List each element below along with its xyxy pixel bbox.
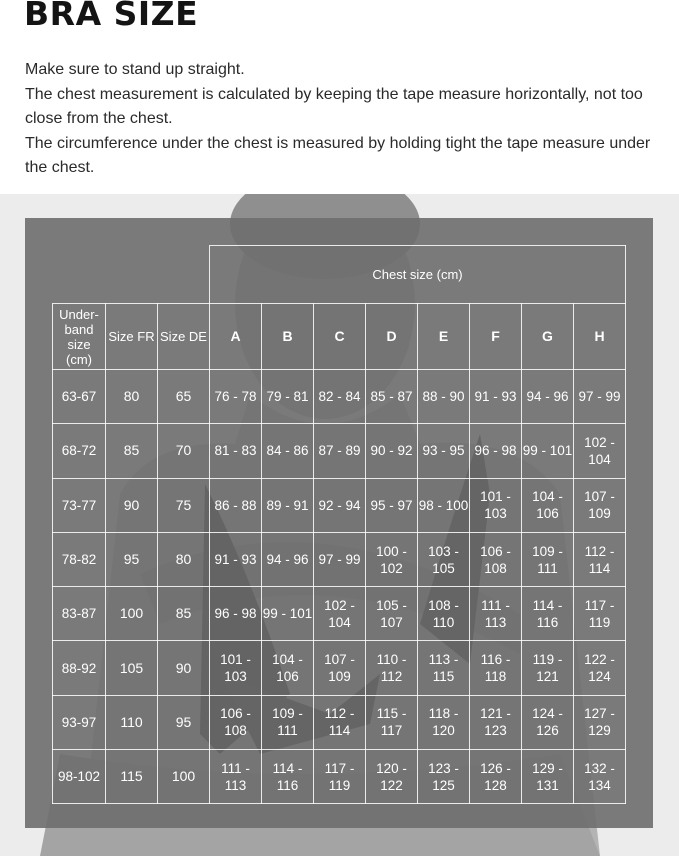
size-fr-header: Size FR — [106, 304, 158, 370]
chest-range-cell: 91 - 93 — [470, 370, 522, 424]
chest-range-cell: 121 - 123 — [470, 695, 522, 749]
chest-size-header: Chest size (cm) — [210, 246, 626, 304]
chest-range-cell: 103 - 105 — [418, 532, 470, 586]
chest-range-cell: 104 - 106 — [522, 478, 574, 532]
chest-range-cell: 113 - 115 — [418, 641, 470, 695]
chest-range-cell: 89 - 91 — [262, 478, 314, 532]
chest-range-cell: 104 - 106 — [262, 641, 314, 695]
chest-range-cell: 116 - 118 — [470, 641, 522, 695]
size-de-cell: 95 — [158, 695, 210, 749]
size-fr-cell: 105 — [106, 641, 158, 695]
chest-range-cell: 119 - 121 — [522, 641, 574, 695]
chest-range-cell: 81 - 83 — [210, 424, 262, 478]
size-table — [52, 245, 626, 804]
chest-range-cell: 105 - 107 — [366, 587, 418, 641]
chest-range-cell: 85 - 87 — [366, 370, 418, 424]
chest-range-cell: 96 - 98 — [210, 587, 262, 641]
chest-range-cell: 118 - 120 — [418, 695, 470, 749]
underband-size-cell: 88-92 — [53, 641, 106, 695]
chest-range-cell: 132 - 134 — [574, 750, 626, 804]
chest-range-cell: 76 - 78 — [210, 370, 262, 424]
cup-header: F — [470, 304, 522, 370]
chest-range-cell: 88 - 90 — [418, 370, 470, 424]
chest-range-cell: 99 - 101 — [522, 424, 574, 478]
chest-range-cell: 97 - 99 — [314, 532, 366, 586]
chest-range-cell: 92 - 94 — [314, 478, 366, 532]
cup-header: A — [210, 304, 262, 370]
cup-header: H — [574, 304, 626, 370]
chest-range-cell: 110 - 112 — [366, 641, 418, 695]
size-de-cell: 75 — [158, 478, 210, 532]
chest-range-cell: 111 - 113 — [210, 750, 262, 804]
chest-range-cell: 94 - 96 — [522, 370, 574, 424]
chest-range-cell: 122 - 124 — [574, 641, 626, 695]
size-table-wrapper — [52, 245, 626, 804]
chest-range-cell: 93 - 95 — [418, 424, 470, 478]
chest-range-cell: 115 - 117 — [366, 695, 418, 749]
size-de-cell: 90 — [158, 641, 210, 695]
chest-range-cell: 107 - 109 — [314, 641, 366, 695]
table-row — [53, 750, 626, 804]
size-de-cell: 100 — [158, 750, 210, 804]
cup-header: B — [262, 304, 314, 370]
chest-range-cell: 111 - 113 — [470, 587, 522, 641]
chest-range-cell: 108 - 110 — [418, 587, 470, 641]
chest-range-cell: 123 - 125 — [418, 750, 470, 804]
chest-range-cell: 82 - 84 — [314, 370, 366, 424]
chest-range-cell: 87 - 89 — [314, 424, 366, 478]
chest-range-cell: 127 - 129 — [574, 695, 626, 749]
chest-range-cell: 95 - 97 — [366, 478, 418, 532]
chest-range-cell: 102 - 104 — [574, 424, 626, 478]
cup-header: D — [366, 304, 418, 370]
underband-size-cell: 98-102 — [53, 750, 106, 804]
chest-range-cell: 106 - 108 — [210, 695, 262, 749]
underband-size-cell: 68-72 — [53, 424, 106, 478]
chest-range-cell: 117 - 119 — [574, 587, 626, 641]
cup-header: C — [314, 304, 366, 370]
chest-range-cell: 120 - 122 — [366, 750, 418, 804]
cup-header: E — [418, 304, 470, 370]
table-row — [53, 587, 626, 641]
size-de-cell: 65 — [158, 370, 210, 424]
underband-size-cell: 83-87 — [53, 587, 106, 641]
underband-size-cell: 93-97 — [53, 695, 106, 749]
chest-range-cell: 100 - 102 — [366, 532, 418, 586]
table-row — [53, 478, 626, 532]
size-fr-cell: 115 — [106, 750, 158, 804]
chest-range-cell: 112 - 114 — [574, 532, 626, 586]
underband-size-cell: 73-77 — [53, 478, 106, 532]
chest-range-cell: 109 - 111 — [262, 695, 314, 749]
size-fr-cell: 85 — [106, 424, 158, 478]
size-de-cell: 70 — [158, 424, 210, 478]
chest-range-cell: 101 - 103 — [470, 478, 522, 532]
chest-range-cell: 99 - 101 — [262, 587, 314, 641]
intro-line: Make sure to stand up straight. — [25, 61, 245, 78]
chest-range-cell: 114 - 116 — [522, 587, 574, 641]
chest-range-cell: 79 - 81 — [262, 370, 314, 424]
size-de-cell: 85 — [158, 587, 210, 641]
chest-range-cell: 91 - 93 — [210, 532, 262, 586]
chest-range-cell: 96 - 98 — [470, 424, 522, 478]
chest-range-cell: 117 - 119 — [314, 750, 366, 804]
underband-header: Under-band size (cm) — [53, 304, 106, 370]
underband-size-cell: 63-67 — [53, 370, 106, 424]
underband-size-cell: 78-82 — [53, 532, 106, 586]
chest-range-cell: 124 - 126 — [522, 695, 574, 749]
chest-range-cell: 98 - 100 — [418, 478, 470, 532]
chest-range-cell: 107 - 109 — [574, 478, 626, 532]
intro-line: The chest measurement is calculated by keeping the tape measure horizontally, not too close from the chest. — [25, 85, 643, 127]
table-row — [53, 370, 626, 424]
table-corner — [53, 246, 210, 304]
chest-range-cell: 114 - 116 — [262, 750, 314, 804]
size-fr-cell: 80 — [106, 370, 158, 424]
table-row — [53, 695, 626, 749]
chest-range-cell: 97 - 99 — [574, 370, 626, 424]
page-title: BRA SIZE — [24, 0, 199, 33]
chest-range-cell: 129 - 131 — [522, 750, 574, 804]
table-row — [53, 424, 626, 478]
chest-range-cell: 126 - 128 — [470, 750, 522, 804]
intro-text — [25, 58, 665, 181]
size-de-header: Size DE — [158, 304, 210, 370]
chest-range-cell: 109 - 111 — [522, 532, 574, 586]
size-rows — [53, 370, 626, 804]
chest-range-cell: 94 - 96 — [262, 532, 314, 586]
chest-range-cell: 106 - 108 — [470, 532, 522, 586]
size-fr-cell: 110 — [106, 695, 158, 749]
chest-range-cell: 84 - 86 — [262, 424, 314, 478]
cup-header: G — [522, 304, 574, 370]
chest-range-cell: 86 - 88 — [210, 478, 262, 532]
size-fr-cell: 95 — [106, 532, 158, 586]
size-fr-cell: 90 — [106, 478, 158, 532]
table-row — [53, 641, 626, 695]
chest-range-cell: 101 - 103 — [210, 641, 262, 695]
chest-range-cell: 90 - 92 — [366, 424, 418, 478]
chest-range-cell: 112 - 114 — [314, 695, 366, 749]
size-de-cell: 80 — [158, 532, 210, 586]
chest-range-cell: 102 - 104 — [314, 587, 366, 641]
table-row — [53, 532, 626, 586]
intro-line: The circumference under the chest is measured by holding tight the tape measure under the chest. — [25, 134, 651, 176]
size-fr-cell: 100 — [106, 587, 158, 641]
